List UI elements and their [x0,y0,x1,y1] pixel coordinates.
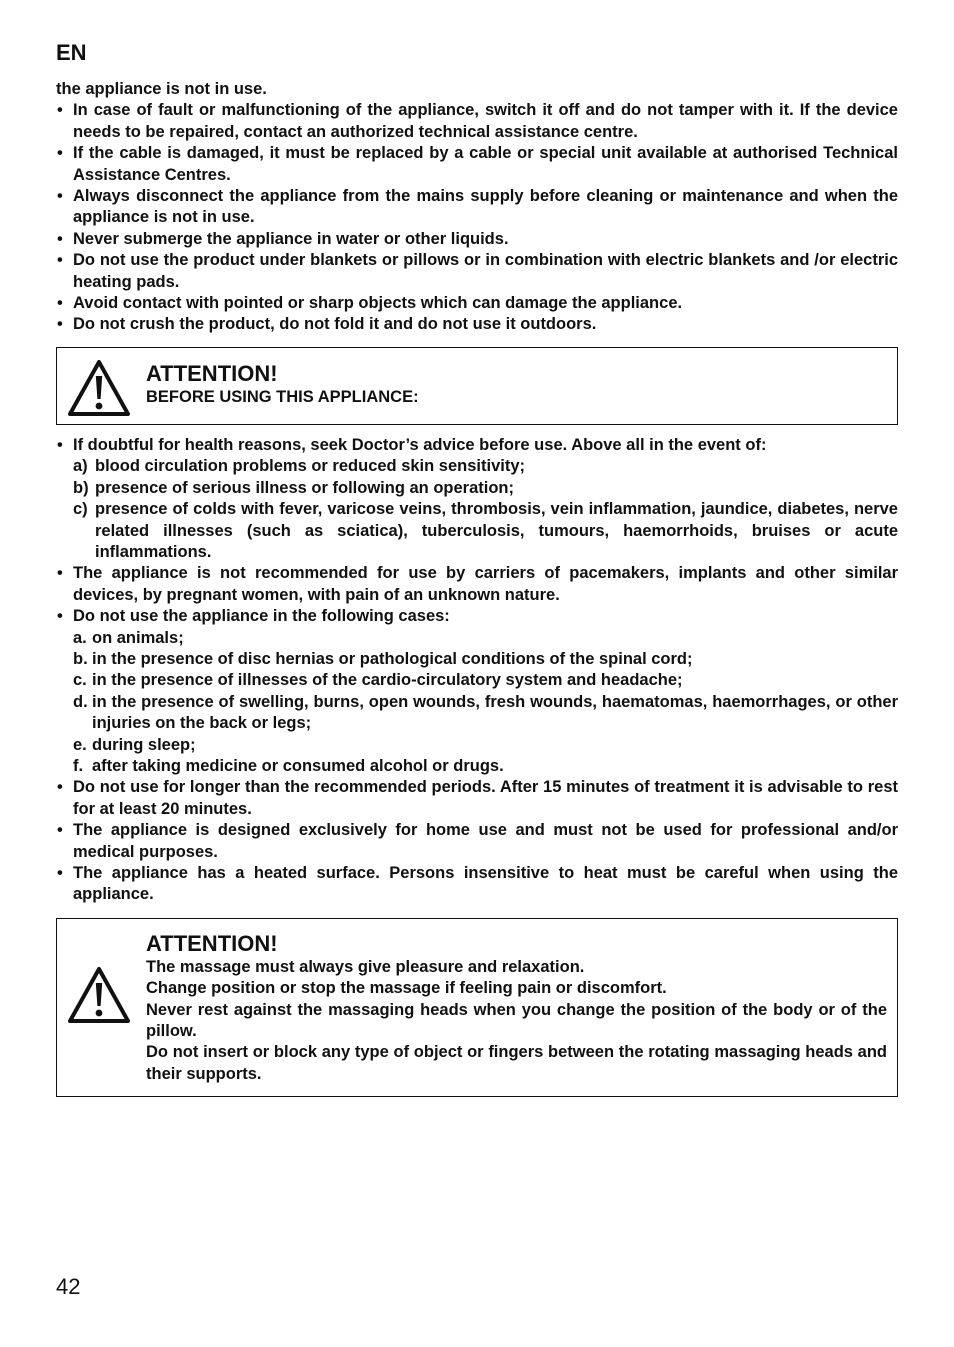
list-item: • Do not use for longer than the recommended periods. After 15 minutes of treatment it is advisable to rest for at least 20 minutes. [56,777,898,820]
list-item: • The appliance is not recommended for use by carriers of pacemakers, implants and other similar devices, by pregnant women, with pain of an unknown nature. [56,563,898,606]
list-item-text: If doubtful for health reasons, seek Doctor’s advice before use. Above all in the event of: [73,435,767,454]
sub-list-label: a. [73,628,87,647]
list-item: • Always disconnect the appliance from the mains supply before cleaning or maintenance and when the appliance is not in use. [56,186,898,229]
list-item: • Do not use the product under blankets or pillows or in combination with electric blankets and /or electric heating pads. [56,250,898,293]
list-item: • Avoid contact with pointed or sharp objects which can damage the appliance. [56,293,898,314]
attention-box-before-use [56,347,898,425]
sub-list [73,456,898,563]
list-item [56,606,898,777]
attention-line: The massage must always give pleasure and relaxation. [146,957,585,976]
page-number: 42 [56,1274,81,1299]
sub-list-label: e. [73,735,87,754]
attention-box-massage [56,918,898,1097]
sub-list-text: on animals; [92,628,184,647]
list-item: • If the cable is damaged, it must be replaced by a cable or special unit available at authorised Technical Assistance Centres. [56,143,898,186]
sub-list-item [73,670,898,691]
sub-list-text: presence of serious illness or following an operation; [95,478,514,497]
attention-line: Change position or stop the massage if feeling pain or discomfort. [146,979,667,998]
attention-line: Never rest against the massaging heads when you change the position of the body or of the pillow. [146,1000,887,1041]
sub-list-label: c) [73,500,88,519]
sub-list-text: in the presence of illnesses of the cardio-circulatory system and headache; [92,671,683,690]
warning-triangle-icon [67,359,131,417]
sub-list-label: c. [73,671,87,690]
list-item-text: Do not use the appliance in the following cases: [73,607,450,626]
sub-list-label: f. [73,756,84,775]
sub-list-item [73,628,898,649]
attention-title: ATTENTION! [146,930,278,956]
list-item: • Do not crush the product, do not fold it and do not use it outdoors. [56,314,898,335]
sub-list-item [73,478,898,499]
sub-list [73,628,898,778]
list-item: • Never submerge the appliance in water or other liquids. [56,229,898,250]
sub-list-label: b) [73,478,89,497]
sub-list-text: in the presence of swelling, burns, open wounds, fresh wounds, haematomas, haemorrhages, or other injuries on the back or legs; [92,692,898,733]
sub-list-item [73,756,898,777]
attention-title: ATTENTION! [146,360,278,386]
sub-list-text: during sleep; [92,735,196,754]
list-item: • The appliance is designed exclusively for home use and must not be used for professional and/or medical purposes. [56,820,898,863]
sub-list-item [73,692,898,735]
attention-box-body [146,931,887,1085]
attention-subtitle: BEFORE USING THIS APPLIANCE: [146,387,419,406]
safety-list-health [56,435,898,906]
sub-list-label: a) [73,457,88,476]
attention-box-body [146,361,887,407]
warning-triangle-icon [67,966,131,1024]
sub-list-item [73,735,898,756]
language-code: EN [56,40,87,65]
sub-list-text: in the presence of disc hernias or pathological conditions of the spinal cord; [92,649,693,668]
sub-list-text: presence of colds with fever, varicose veins, thrombosis, vein inflammation, jaundice, diabetes, nerve related illnesses (such as sciatica), tuberculosis, tumours, haemorrhoids, bruises or acute inflammations. [95,500,898,561]
list-item: • In case of fault or malfunctioning of the appliance, switch it off and do not tamper with it. If the device needs to be repaired, contact an authorized technical assistance centre. [56,100,898,143]
sub-list-label: d. [73,692,88,711]
list-item [56,435,898,563]
page-content [56,79,898,1097]
sub-list-text: after taking medicine or consumed alcohol or drugs. [92,756,504,775]
attention-text [146,957,887,1085]
safety-list-top [56,100,898,335]
sub-list-item [73,456,898,477]
sub-list-label: b. [73,649,88,668]
attention-line: Do not insert or block any type of object or fingers between the rotating massaging heads and their supports. [146,1043,887,1083]
sub-list-item [73,499,898,563]
intro-text: the appliance is not in use. [56,80,267,98]
sub-list-item [73,649,898,670]
sub-list-text: blood circulation problems or reduced skin sensitivity; [95,457,526,476]
list-item: • The appliance has a heated surface. Persons insensitive to heat must be careful when using the appliance. [56,863,898,906]
